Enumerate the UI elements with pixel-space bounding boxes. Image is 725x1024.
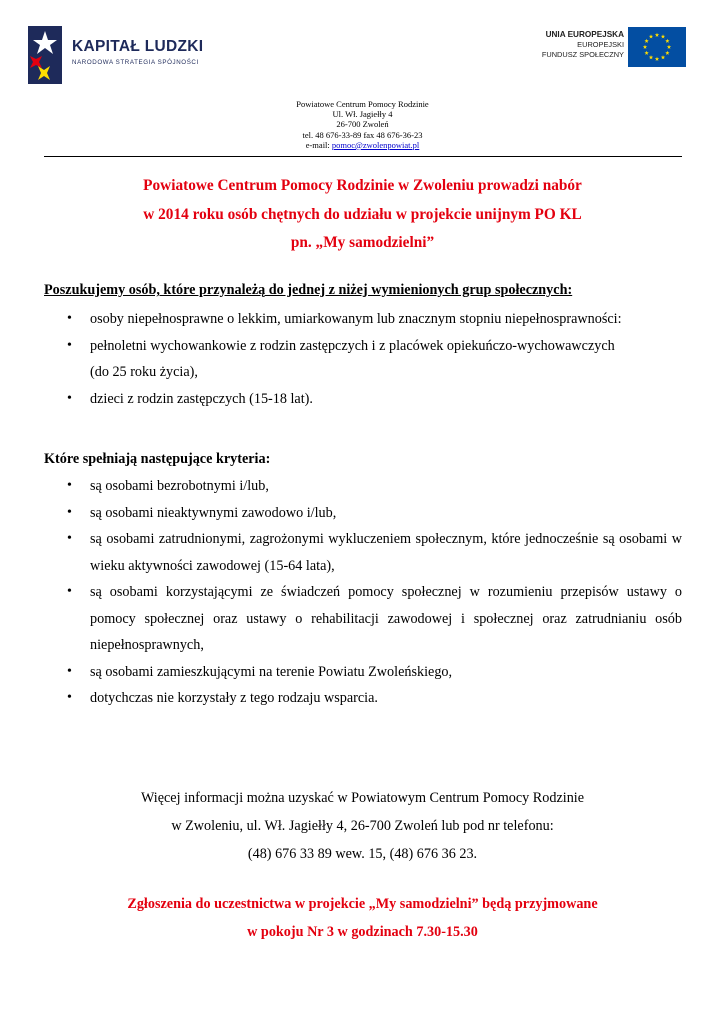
kapital-ludzki-subtitle: NARODOWA STRATEGIA SPÓJNOŚCI: [72, 59, 199, 66]
kapital-ludzki-title: KAPITAŁ LUDZKI: [72, 38, 204, 55]
contact-line-2: w Zwoleniu, ul. Wł. Jagiełły 4, 26-700 Zwoleń lub pod nr telefonu:: [171, 818, 554, 834]
institution-address: [0, 99, 725, 150]
list-item-continuation-text: (do 25 roku życia),: [90, 364, 198, 380]
list-item: • są osobami bezrobotnymi i/lub,: [44, 473, 682, 500]
criteria-heading: Które spełniają następujące kryteria:: [44, 451, 271, 467]
title-line-2: w 2014 roku osób chętnych do udziału w projekcie unijnym PO KL: [143, 205, 582, 223]
list-item-continuation: [44, 359, 682, 386]
note-line-2: w pokoju Nr 3 w godzinach 7.30-15.30: [247, 924, 478, 940]
eu-line-3: FUNDUSZ SPOŁECZNY: [541, 50, 624, 59]
header-divider: [44, 156, 682, 157]
email-line: [0, 140, 725, 150]
list-item: • są osobami zamieszkującymi na terenie Powiatu Zwoleńskiego,: [44, 659, 682, 686]
eu-line-1: UNIA EUROPEJSKA: [545, 30, 624, 39]
title-line-3: pn. „My samodzielni”: [290, 234, 435, 251]
registration-note: [0, 890, 725, 946]
kapital-ludzki-emblem-icon: [28, 26, 68, 86]
eu-logo-text: [542, 30, 624, 60]
email-link[interactable]: pomoc@zwolenpowiat.pl: [331, 139, 420, 150]
list-item: • osoby niepełnosprawne o lekkim, umiarkowanym lub znacznym stopniu niepełnosprawności:: [44, 306, 682, 333]
list-item: • pełnoletni wychowankowie z rodzin zastępczych i z placówek opiekuńczo-wychowawczych: [44, 333, 682, 360]
eu-line-2: EUROPEJSKI: [577, 40, 624, 49]
email-label: e-mail:: [305, 139, 332, 150]
street-address: Ul. Wł. Jagiełły 4: [332, 109, 393, 120]
groups-list: [44, 306, 682, 412]
institution-name: Powiatowe Centrum Pomocy Rodzinie: [296, 99, 429, 109]
postal-address: 26-700 Zwoleń: [336, 119, 389, 130]
criteria-list: [44, 473, 682, 712]
contact-line-3: (48) 676 33 89 wew. 15, (48) 676 36 23.: [247, 846, 478, 862]
note-line-1: Zgłoszenia do uczestnictwa w projekcie „My samodzielni” będą przyjmowane: [127, 896, 598, 912]
contact-line-1: Więcej informacji można uzyskać w Powiatowym Centrum Pomocy Rodzinie: [140, 790, 585, 806]
list-item: • dotychczas nie korzystały z tego rodzaju wsparcia.: [44, 685, 682, 712]
groups-heading: Poszukujemy osób, które przynależą do jednej z niżej wymienionych grup społecznych:: [44, 282, 573, 298]
kapital-ludzki-logo: [28, 26, 228, 86]
phone-fax: tel. 48 676-33-89 fax 48 676-36-23: [302, 129, 423, 140]
list-item: • są osobami korzystającymi ze świadczeń pomocy społecznej w rozumieniu przepisów ustawy o pomocy społecznej oraz ustawy o rehabilitacji zawodowej i społecznej oraz zatrudnianiu osób niepełnosprawnych,: [44, 579, 682, 659]
title-line-1: Powiatowe Centrum Pomocy Rodzinie w Zwoleniu prowadzi nabór: [143, 177, 582, 194]
announcement-title: [0, 172, 725, 258]
eu-flag-icon: [628, 27, 686, 67]
list-item: • są osobami zatrudnionymi, zagrożonymi wykluczeniem społecznym, które jednocześnie są osobami w wieku aktywności zawodowej (15-64 lata),: [44, 526, 682, 579]
list-item: • są osobami nieaktywnymi zawodowo i/lub,: [44, 500, 682, 527]
list-item: • dzieci z rodzin zastępczych (15-18 lat).: [44, 386, 682, 413]
eu-logo: [540, 27, 686, 69]
contact-info: [0, 784, 725, 868]
